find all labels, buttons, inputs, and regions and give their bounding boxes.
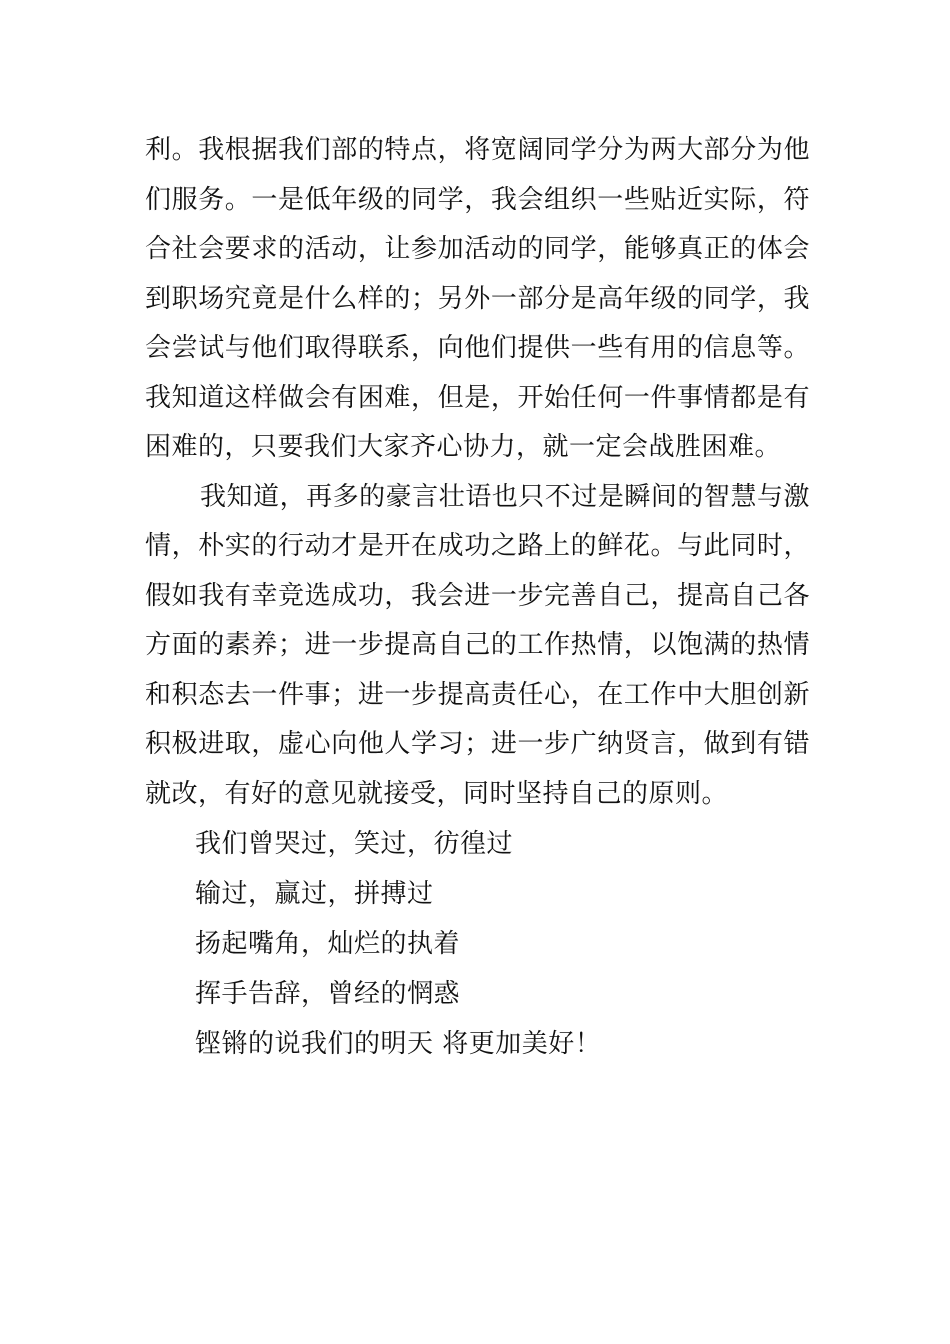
- text-line: 我知道这样做会有困难，但是，开始任何一件事情都是有: [145, 382, 810, 413]
- text-line: 们服务。一是低年级的同学，我会组织一些贴近实际，符: [145, 184, 810, 215]
- poem-line: 铿锵的说我们的明天 将更加美好！: [195, 1029, 602, 1059]
- paragraph-1: [145, 126, 810, 473]
- poem: [145, 819, 810, 1069]
- text-line: 情，朴实的行动才是开在成功之路上的鲜花。与此同时，: [145, 531, 810, 561]
- text-line: 会尝试与他们取得联系，向他们提供一些有用的信息等。: [145, 333, 810, 363]
- text-line: 合社会要求的活动，让参加活动的同学，能够真正的体会: [145, 234, 810, 264]
- poem-line: 扬起嘴角，灿烂的执着: [195, 929, 461, 959]
- text-line: 到职场究竟是什么样的；另外一部分是高年级的同学，我: [145, 283, 810, 314]
- text-line: 利。我根据我们部的特点，将宽阔同学分为两大部分为他: [145, 135, 810, 165]
- text-line: 积极进取，虚心向他人学习；进一步广纳贤言，做到有错: [145, 729, 810, 759]
- document-body: [145, 126, 810, 1069]
- poem-line: 我们曾哭过，笑过，彷徨过: [195, 829, 514, 859]
- poem-line: 输过，赢过，拼搏过: [195, 879, 434, 909]
- text-line: 假如我有幸竞选成功，我会进一步完善自己，提高自己各: [145, 580, 810, 611]
- text-line: 困难的，只要我们大家齐心协力，就一定会战胜困难。: [145, 432, 782, 462]
- text-line: 就改，有好的意见就接受，同时坚持自己的原则。: [145, 778, 729, 809]
- text-line: 和积态去一件事；进一步提高责任心，在工作中大胆创新: [145, 679, 810, 710]
- text-line: 方面的素养；进一步提高自己的工作热情，以饱满的热情: [145, 630, 810, 660]
- poem-line: 挥手告辞，曾经的惘惑: [195, 979, 461, 1009]
- text-line: 我知道，再多的豪言壮语也只不过是瞬间的智慧与激: [200, 481, 810, 512]
- paragraph-2: [145, 473, 810, 820]
